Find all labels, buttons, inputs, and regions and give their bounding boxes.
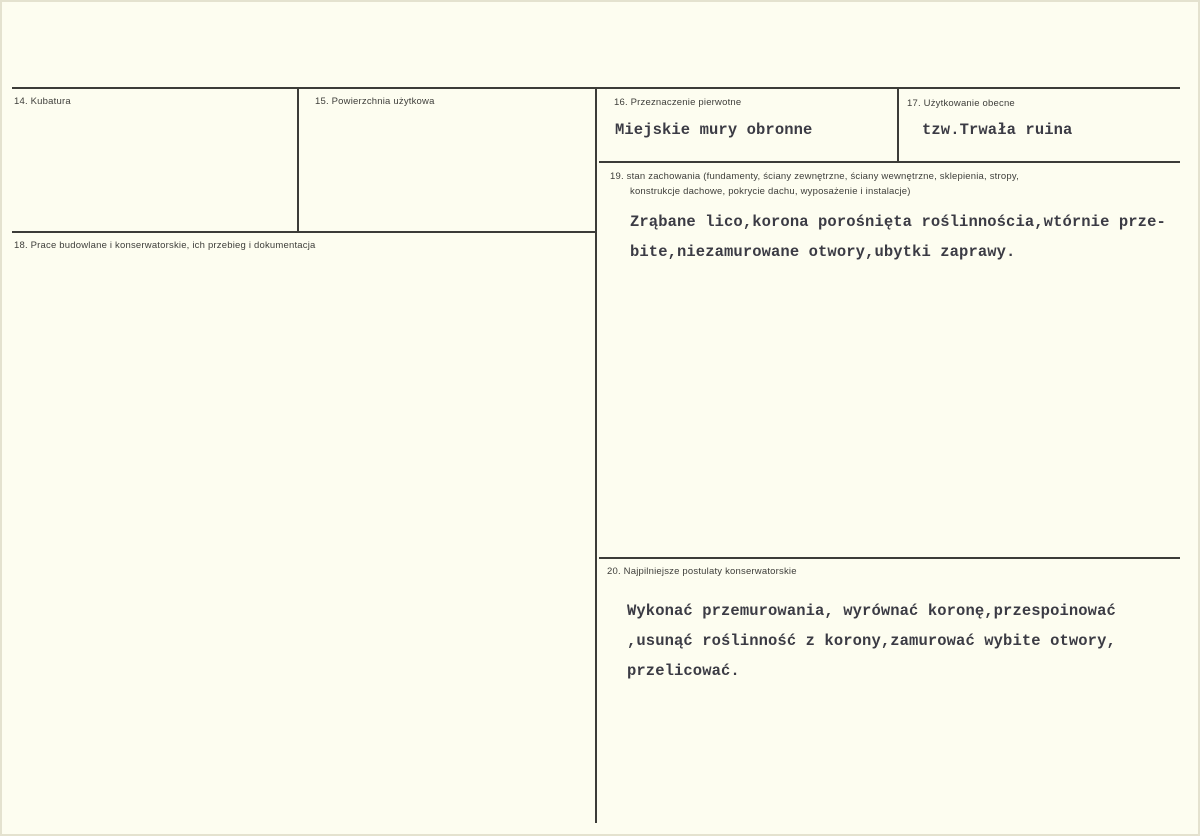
field-17-value: tzw.Trwała ruina — [922, 121, 1073, 139]
field-19-text-line: Zrąbane lico,korona porośnięta roślinnościa,wtórnie prze- — [630, 213, 1166, 231]
field-18-label: 18. Prace budowlane i konserwatorskie, ich przebieg i dokumentacja — [14, 240, 316, 251]
field-20-label: 20. Najpilniejsze postulaty konserwatorskie — [607, 566, 797, 577]
field-17-label: 17. Użytkowanie obecne — [907, 98, 1015, 109]
divider-16-17 — [897, 89, 899, 162]
field-16-label: 16. Przeznaczenie pierwotne — [614, 97, 742, 108]
field-20-text-line: przelicować. — [627, 662, 740, 680]
field-19-label-line1: 19. stan zachowania (fundamenty, ściany zewnętrzne, ściany wewnętrzne, sklepienia, stropy, — [610, 171, 1019, 182]
center-divider — [595, 89, 597, 823]
field-19-label-line2: konstrukcje dachowe, pokrycie dachu, wyposażenie i instalacje) — [630, 186, 911, 197]
field-14-label: 14. Kubatura — [14, 96, 71, 107]
field-16-value: Miejskie mury obronne — [615, 121, 813, 139]
field-20-text-line: ,usunąć roślinność z korony,zamurować wybite otwory, — [627, 632, 1116, 650]
field-20-text-line: Wykonać przemurowania, wyrównać koronę,przespoinować — [627, 602, 1116, 620]
rule-under-14-15 — [12, 231, 597, 233]
field-15-label: 15. Powierzchnia użytkowa — [315, 96, 435, 107]
rule-under-16-17 — [599, 161, 1180, 163]
field-19-text-line: bite,niezamurowane otwory,ubytki zaprawy. — [630, 243, 1016, 261]
divider-14-15 — [297, 89, 299, 231]
rule-under-19 — [599, 557, 1180, 559]
